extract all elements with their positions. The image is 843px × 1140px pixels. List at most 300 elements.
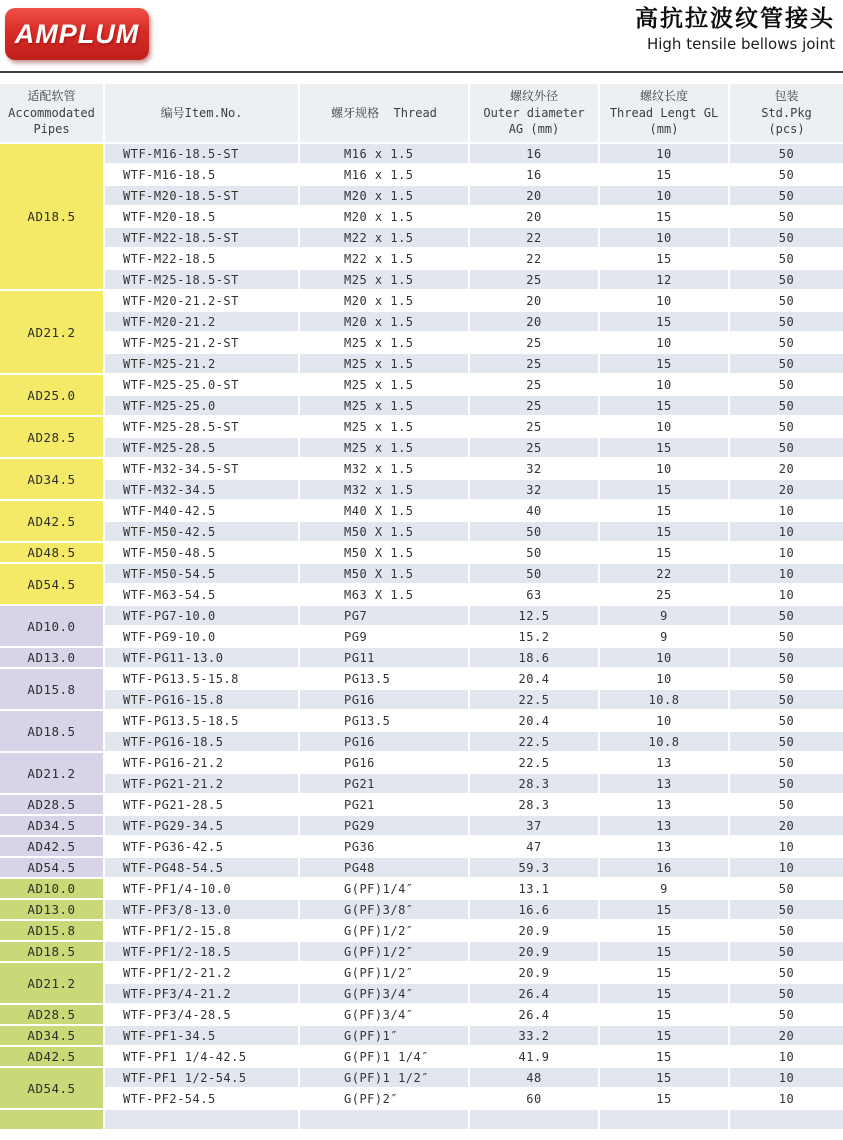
table-row [0,732,843,753]
package-cell: 50 [730,207,843,228]
package-cell: 50 [730,312,843,333]
item-no-cell: WTF-PG13.5-15.8 [105,669,300,690]
thread-length-cell: 15 [600,1005,730,1026]
outer-diameter-cell: 25 [470,438,600,459]
item-no-cell: WTF-M16-18.5 [105,165,300,186]
outer-diameter-cell: 25 [470,396,600,417]
thread-length-cell: 10 [600,291,730,312]
thread-length-cell: 13 [600,816,730,837]
table-row [0,921,843,942]
group-cell: AD18.5 [0,144,105,291]
package-cell: 50 [730,354,843,375]
thread-length-cell: 12 [600,270,730,291]
thread-length-cell: 15 [600,1026,730,1047]
item-no-cell: WTF-M20-21.2 [105,312,300,333]
thread-spec-cell: PG36 [300,837,470,858]
package-cell: 10 [730,1089,843,1110]
table-row [0,333,843,354]
table-body [0,144,843,1131]
thread-length-cell: 13 [600,837,730,858]
thread-spec-cell: M22 x 1.5 [300,228,470,249]
item-no-cell: WTF-PG16-18.5 [105,732,300,753]
package-cell: 20 [730,480,843,501]
thread-spec-cell: M16 x 1.5 [300,144,470,165]
group-cell: AD54.5 [0,564,105,606]
item-no-cell: WTF-PF3/4-28.5 [105,1005,300,1026]
table-row [0,564,843,585]
item-no-cell: WTF-PF2-54.5 [105,1089,300,1110]
table-row [0,627,843,648]
table-row [0,1110,843,1131]
thread-spec-cell [300,1110,470,1131]
package-cell: 10 [730,564,843,585]
thread-spec-cell: PG29 [300,816,470,837]
group-cell: AD18.5 [0,942,105,963]
item-no-cell: WTF-M20-21.2-ST [105,291,300,312]
thread-length-cell: 22 [600,564,730,585]
group-cell: AD15.8 [0,669,105,711]
item-no-cell: WTF-PF1/2-18.5 [105,942,300,963]
package-cell: 20 [730,816,843,837]
outer-diameter-cell: 48 [470,1068,600,1089]
thread-spec-cell: M32 x 1.5 [300,459,470,480]
outer-diameter-cell: 50 [470,543,600,564]
thread-spec-cell: G(PF)1/2″ [300,942,470,963]
item-no-cell: WTF-PG21-28.5 [105,795,300,816]
outer-diameter-cell: 50 [470,522,600,543]
table-row [0,375,843,396]
package-cell: 50 [730,606,843,627]
outer-diameter-cell: 12.5 [470,606,600,627]
thread-spec-cell: M32 x 1.5 [300,480,470,501]
thread-length-cell: 15 [600,963,730,984]
thread-length-cell: 15 [600,1068,730,1089]
thread-length-cell: 15 [600,900,730,921]
outer-diameter-cell: 60 [470,1089,600,1110]
package-cell: 20 [730,459,843,480]
thread-length-cell: 13 [600,753,730,774]
outer-diameter-cell: 20 [470,291,600,312]
outer-diameter-cell: 25 [470,333,600,354]
item-no-cell: WTF-PF3/4-21.2 [105,984,300,1005]
thread-spec-cell: M25 x 1.5 [300,396,470,417]
thread-spec-cell: PG16 [300,690,470,711]
amplum-logo: AMPLUM [5,8,149,60]
group-cell: AD28.5 [0,1005,105,1026]
package-cell: 50 [730,753,843,774]
item-no-cell: WTF-PG11-13.0 [105,648,300,669]
thread-length-cell: 10.8 [600,732,730,753]
outer-diameter-cell: 22.5 [470,753,600,774]
thread-spec-cell: M25 x 1.5 [300,354,470,375]
item-no-cell: WTF-PF1-34.5 [105,1026,300,1047]
thread-length-cell: 15 [600,921,730,942]
thread-spec-cell: M16 x 1.5 [300,165,470,186]
package-cell: 50 [730,375,843,396]
outer-diameter-cell: 16.6 [470,900,600,921]
thread-length-cell: 15 [600,1047,730,1068]
thread-length-cell: 9 [600,879,730,900]
outer-diameter-cell: 16 [470,165,600,186]
package-cell: 50 [730,417,843,438]
thread-spec-cell: G(PF)1/2″ [300,963,470,984]
item-no-cell: WTF-M25-18.5-ST [105,270,300,291]
header-divider [0,71,843,73]
package-cell: 50 [730,942,843,963]
table-row [0,270,843,291]
page-title-en: High tensile bellows joint [646,34,835,53]
package-cell: 50 [730,438,843,459]
table-row [0,165,843,186]
outer-diameter-cell: 22.5 [470,690,600,711]
outer-diameter-cell: 63 [470,585,600,606]
outer-diameter-cell: 20.4 [470,711,600,732]
thread-spec-cell: G(PF)1″ [300,1026,470,1047]
package-cell: 50 [730,669,843,690]
group-cell: AD10.0 [0,606,105,648]
thread-spec-cell: G(PF)1 1/2″ [300,1068,470,1089]
thread-length-cell: 16 [600,858,730,879]
group-cell: AD13.0 [0,900,105,921]
group-cell: AD54.5 [0,1068,105,1110]
thread-length-cell: 15 [600,312,730,333]
outer-diameter-cell: 32 [470,459,600,480]
table-row [0,438,843,459]
thread-spec-cell: M50 X 1.5 [300,543,470,564]
outer-diameter-cell: 20.4 [470,669,600,690]
thread-spec-cell: PG16 [300,753,470,774]
table-row [0,1089,843,1110]
table-row [0,1026,843,1047]
item-no-cell: WTF-PG7-10.0 [105,606,300,627]
group-cell: AD21.2 [0,753,105,795]
group-cell: AD21.2 [0,963,105,1005]
outer-diameter-cell: 25 [470,270,600,291]
thread-spec-cell: G(PF)3/8″ [300,900,470,921]
table-row [0,543,843,564]
thread-spec-cell: G(PF)1/2″ [300,921,470,942]
thread-length-cell [600,1110,730,1131]
thread-spec-cell: M22 x 1.5 [300,249,470,270]
package-cell: 10 [730,837,843,858]
item-no-cell: WTF-M25-28.5 [105,438,300,459]
outer-diameter-cell: 22 [470,228,600,249]
thread-spec-cell: PG21 [300,795,470,816]
package-cell: 50 [730,396,843,417]
group-cell: AD10.0 [0,879,105,900]
table-row [0,942,843,963]
item-no-cell: WTF-PF1/2-15.8 [105,921,300,942]
package-cell: 10 [730,858,843,879]
group-cell [0,1110,105,1131]
product-table [0,84,843,1131]
outer-diameter-cell [470,1110,600,1131]
table-wrap [0,84,843,1131]
thread-spec-cell: M40 X 1.5 [300,501,470,522]
item-no-cell: WTF-M25-21.2-ST [105,333,300,354]
item-no-cell: WTF-PG16-15.8 [105,690,300,711]
item-no-cell: WTF-M63-54.5 [105,585,300,606]
outer-diameter-cell: 28.3 [470,795,600,816]
group-cell: AD42.5 [0,501,105,543]
thread-length-cell: 15 [600,522,730,543]
table-row [0,984,843,1005]
table-row [0,795,843,816]
table-row [0,459,843,480]
outer-diameter-cell: 22.5 [470,732,600,753]
package-cell: 10 [730,543,843,564]
thread-spec-cell: M25 x 1.5 [300,333,470,354]
outer-diameter-cell: 50 [470,564,600,585]
group-cell: AD34.5 [0,1026,105,1047]
item-no-cell: WTF-PF1 1/4-42.5 [105,1047,300,1068]
item-no-cell: WTF-M32-34.5 [105,480,300,501]
thread-spec-cell: PG16 [300,732,470,753]
thread-length-cell: 15 [600,249,730,270]
package-cell: 50 [730,333,843,354]
table-row [0,585,843,606]
group-cell: AD25.0 [0,375,105,417]
thread-spec-cell: M25 x 1.5 [300,438,470,459]
thread-length-cell: 15 [600,438,730,459]
item-no-cell: WTF-PF1/2-21.2 [105,963,300,984]
package-cell: 50 [730,690,843,711]
item-no-cell [105,1110,300,1131]
thread-spec-cell: M50 X 1.5 [300,564,470,585]
package-cell: 50 [730,186,843,207]
thread-length-cell: 10 [600,648,730,669]
table-row [0,354,843,375]
table-row [0,228,843,249]
group-cell: AD21.2 [0,291,105,375]
item-no-cell: WTF-PF1 1/2-54.5 [105,1068,300,1089]
group-cell: AD34.5 [0,459,105,501]
thread-length-cell: 15 [600,942,730,963]
thread-length-cell: 10 [600,333,730,354]
page-header [0,0,843,71]
outer-diameter-cell: 59.3 [470,858,600,879]
thread-length-cell: 10 [600,417,730,438]
package-cell: 50 [730,165,843,186]
group-cell: AD18.5 [0,711,105,753]
package-cell: 50 [730,732,843,753]
thread-length-cell: 15 [600,543,730,564]
item-no-cell: WTF-M50-54.5 [105,564,300,585]
thread-length-cell: 25 [600,585,730,606]
outer-diameter-cell: 40 [470,501,600,522]
package-cell: 50 [730,774,843,795]
thread-spec-cell: PG13.5 [300,711,470,732]
thread-spec-cell: M20 x 1.5 [300,312,470,333]
column-header-accommodated-pipes: 适配软管 Accommodated Pipes [0,84,105,144]
outer-diameter-cell: 26.4 [470,984,600,1005]
package-cell: 50 [730,648,843,669]
outer-diameter-cell: 25 [470,375,600,396]
item-no-cell: WTF-PG9-10.0 [105,627,300,648]
outer-diameter-cell: 26.4 [470,1005,600,1026]
thread-length-cell: 10 [600,228,730,249]
package-cell: 50 [730,291,843,312]
table-row [0,480,843,501]
item-no-cell: WTF-PF1/4-10.0 [105,879,300,900]
table-row [0,501,843,522]
package-cell: 50 [730,1005,843,1026]
thread-length-cell: 15 [600,396,730,417]
package-cell: 50 [730,921,843,942]
thread-spec-cell: G(PF)3/4″ [300,1005,470,1026]
group-cell: AD28.5 [0,795,105,816]
table-head [0,84,843,144]
item-no-cell: WTF-PG29-34.5 [105,816,300,837]
thread-spec-cell: M20 x 1.5 [300,207,470,228]
package-cell: 50 [730,228,843,249]
outer-diameter-cell: 25 [470,417,600,438]
item-no-cell: WTF-PF3/8-13.0 [105,900,300,921]
column-header-thread-spec: 螺牙规格 Thread [300,84,470,144]
item-no-cell: WTF-PG48-54.5 [105,858,300,879]
column-header-thread-length: 螺纹长度 Thread Lengt GL (mm) [600,84,730,144]
thread-length-cell: 10 [600,669,730,690]
thread-length-cell: 15 [600,501,730,522]
item-no-cell: WTF-M50-42.5 [105,522,300,543]
thread-length-cell: 13 [600,795,730,816]
thread-spec-cell: G(PF)3/4″ [300,984,470,1005]
thread-spec-cell: M50 X 1.5 [300,522,470,543]
group-cell: AD54.5 [0,858,105,879]
thread-spec-cell: M63 X 1.5 [300,585,470,606]
item-no-cell: WTF-PG36-42.5 [105,837,300,858]
item-no-cell: WTF-M25-25.0 [105,396,300,417]
package-cell: 50 [730,963,843,984]
outer-diameter-cell: 16 [470,144,600,165]
table-row [0,837,843,858]
outer-diameter-cell: 13.1 [470,879,600,900]
item-no-cell: WTF-PG16-21.2 [105,753,300,774]
outer-diameter-cell: 20.9 [470,963,600,984]
group-cell: AD42.5 [0,1047,105,1068]
thread-length-cell: 15 [600,354,730,375]
item-no-cell: WTF-M25-28.5-ST [105,417,300,438]
table-row [0,879,843,900]
thread-spec-cell: PG13.5 [300,669,470,690]
table-row [0,249,843,270]
table-row [0,396,843,417]
item-no-cell: WTF-PG21-21.2 [105,774,300,795]
package-cell: 10 [730,1068,843,1089]
outer-diameter-cell: 20.9 [470,942,600,963]
package-cell: 10 [730,1047,843,1068]
group-cell: AD28.5 [0,417,105,459]
table-row [0,774,843,795]
thread-spec-cell: PG11 [300,648,470,669]
table-row [0,858,843,879]
thread-spec-cell: PG48 [300,858,470,879]
thread-length-cell: 10.8 [600,690,730,711]
item-no-cell: WTF-M20-18.5-ST [105,186,300,207]
column-header-outer-diameter: 螺纹外径 Outer diameter AG (mm) [470,84,600,144]
package-cell: 50 [730,627,843,648]
thread-length-cell: 15 [600,480,730,501]
table-row [0,963,843,984]
table-row [0,1005,843,1026]
thread-length-cell: 9 [600,606,730,627]
package-cell: 50 [730,984,843,1005]
package-cell: 50 [730,711,843,732]
table-row [0,900,843,921]
table-row [0,291,843,312]
item-no-cell: WTF-M32-34.5-ST [105,459,300,480]
package-cell: 10 [730,501,843,522]
package-cell: 50 [730,270,843,291]
item-no-cell: WTF-M22-18.5 [105,249,300,270]
table-row [0,669,843,690]
outer-diameter-cell: 47 [470,837,600,858]
table-row [0,1068,843,1089]
group-cell: AD13.0 [0,648,105,669]
table-row [0,207,843,228]
table-row [0,711,843,732]
group-cell: AD42.5 [0,837,105,858]
package-cell: 10 [730,585,843,606]
thread-length-cell: 10 [600,459,730,480]
table-row [0,186,843,207]
package-cell [730,1110,843,1131]
outer-diameter-cell: 18.6 [470,648,600,669]
outer-diameter-cell: 20 [470,207,600,228]
table-row [0,522,843,543]
thread-length-cell: 15 [600,165,730,186]
outer-diameter-cell: 25 [470,354,600,375]
thread-spec-cell: PG7 [300,606,470,627]
package-cell: 50 [730,900,843,921]
column-header-item-no: 编号Item.No. [105,84,300,144]
thread-spec-cell: M20 x 1.5 [300,291,470,312]
table-row [0,816,843,837]
group-cell: AD34.5 [0,816,105,837]
thread-length-cell: 10 [600,375,730,396]
item-no-cell: WTF-M50-48.5 [105,543,300,564]
outer-diameter-cell: 22 [470,249,600,270]
table-row [0,144,843,165]
thread-length-cell: 10 [600,186,730,207]
outer-diameter-cell: 33.2 [470,1026,600,1047]
table-row [0,690,843,711]
group-cell: AD15.8 [0,921,105,942]
item-no-cell: WTF-M22-18.5-ST [105,228,300,249]
package-cell: 50 [730,249,843,270]
item-no-cell: WTF-M25-21.2 [105,354,300,375]
thread-length-cell: 10 [600,144,730,165]
package-cell: 50 [730,879,843,900]
thread-length-cell: 13 [600,774,730,795]
table-row [0,312,843,333]
thread-length-cell: 15 [600,1089,730,1110]
outer-diameter-cell: 20.9 [470,921,600,942]
group-cell: AD48.5 [0,543,105,564]
item-no-cell: WTF-M40-42.5 [105,501,300,522]
thread-spec-cell: G(PF)1 1/4″ [300,1047,470,1068]
outer-diameter-cell: 32 [470,480,600,501]
thread-spec-cell: PG21 [300,774,470,795]
package-cell: 10 [730,522,843,543]
thread-spec-cell: M25 x 1.5 [300,417,470,438]
page-title [635,5,835,53]
item-no-cell: WTF-M20-18.5 [105,207,300,228]
thread-length-cell: 9 [600,627,730,648]
thread-spec-cell: PG9 [300,627,470,648]
table-row [0,648,843,669]
page-title-zh: 高抗拉波纹管接头 [635,6,835,32]
